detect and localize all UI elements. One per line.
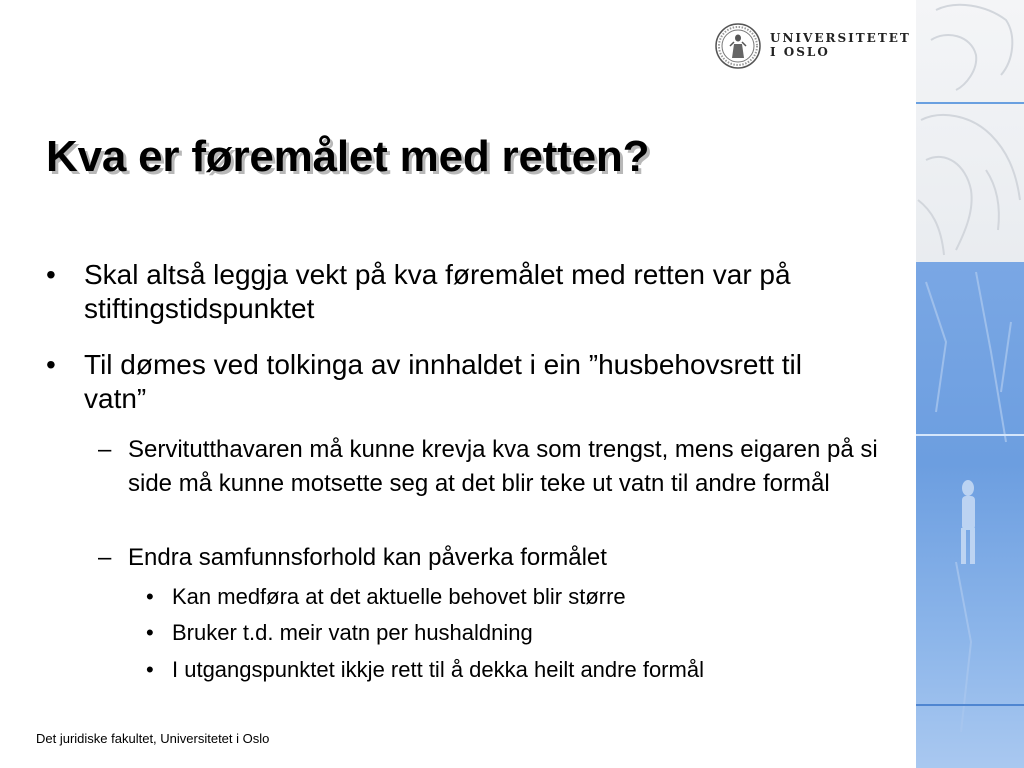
sub-sub-bullet-item: • Kan medføra at det aktuelle behovet blir større <box>172 582 892 612</box>
bullet-item: • Til dømes ved tolkinga av innhaldet i ein ”husbehovsrett til vatn” <box>84 348 864 416</box>
sub-bullet-item: – Endra samfunnsforhold kan påverka formålet <box>128 541 888 575</box>
statue-sketch-icon <box>916 0 1024 262</box>
logo-line-2: I OSLO <box>770 45 830 59</box>
side-panel-bottom <box>916 262 1024 768</box>
side-decoration-panel <box>916 0 1024 768</box>
university-seal-icon <box>714 22 762 70</box>
side-panel-top <box>916 0 1024 262</box>
slide-footer: Det juridiske fakultet, Universitetet i Oslo <box>36 731 270 746</box>
sub-sub-bullet-item: • I utgangspunktet ikkje rett til å dekka heilt andre formål <box>172 655 892 685</box>
university-name <box>770 31 911 59</box>
statue-figure-icon <box>916 262 1024 768</box>
logo-line-1: UNIVERSITETET <box>770 31 911 45</box>
sub-bullet-item: – Servitutthavaren må kunne krevja kva som trengst, mens eigaren på si side må kunne motsette seg at det blir teke ut vatn til andre formål <box>128 433 888 501</box>
side-divider-3 <box>916 704 1024 706</box>
university-logo <box>714 20 911 72</box>
side-divider-1 <box>916 102 1024 104</box>
slide-title: Kva er føremålet med retten? <box>46 132 650 181</box>
sub-sub-bullet-item: • Bruker t.d. meir vatn per hushaldning <box>172 618 892 648</box>
bullet-item: • Skal altså leggja vekt på kva føremålet med retten var på stiftingstidspunktet <box>84 258 864 326</box>
side-divider-2 <box>916 434 1024 436</box>
